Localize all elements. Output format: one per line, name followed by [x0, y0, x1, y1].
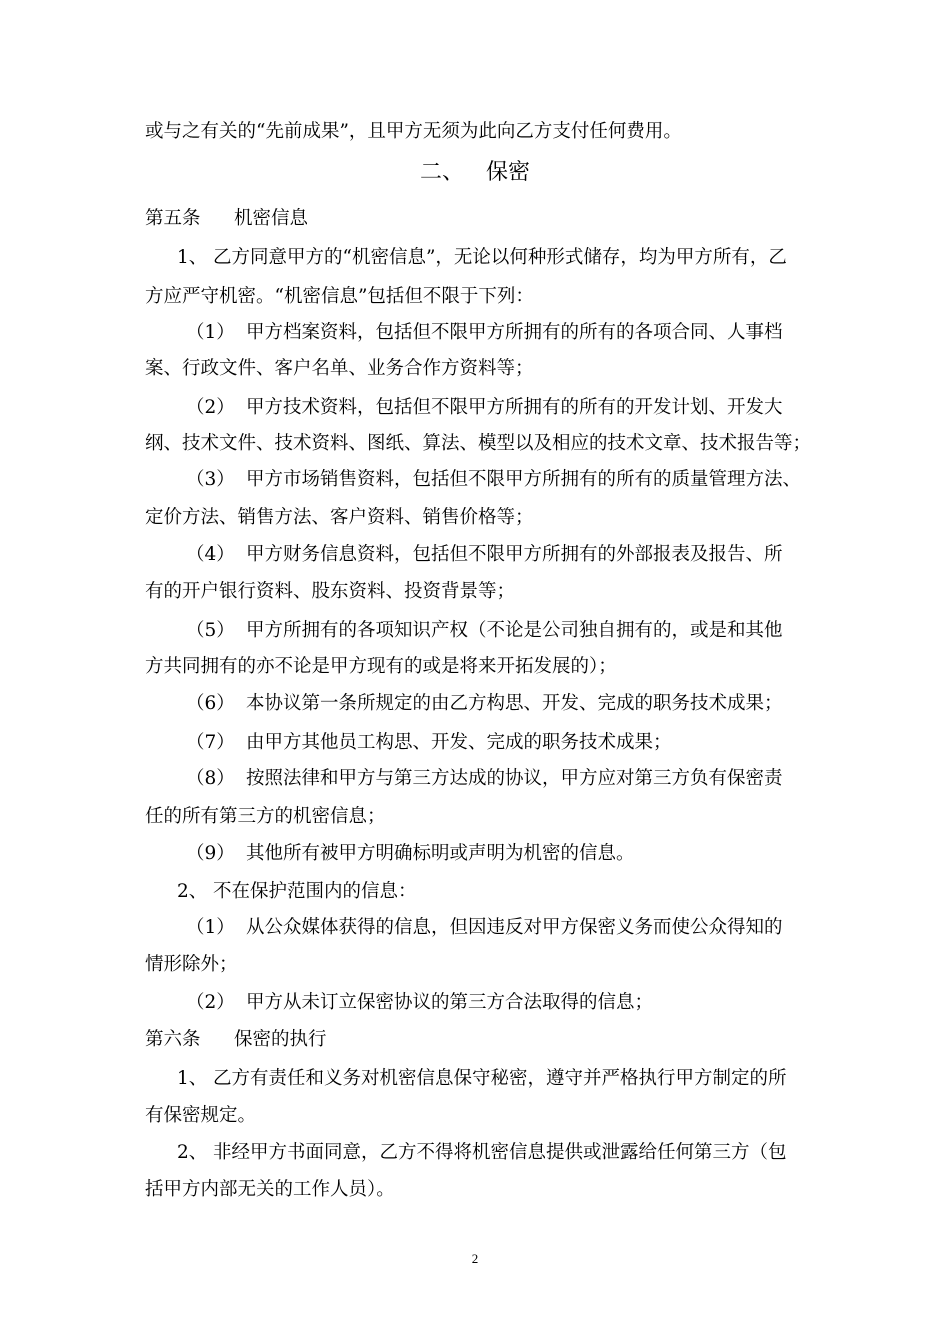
item-2 [186, 395, 783, 421]
item-number: （8） [186, 768, 235, 789]
text-line: 乙方同意甲方的“机密信息”，无论以何种形式储存，均为甲方所有，乙 [213, 247, 787, 268]
text-line: 方共同拥有的亦不论是甲方现有的或是将来开拓发展的）； [145, 656, 617, 677]
section-heading [0, 158, 950, 188]
clause-number: 2、 [177, 1142, 208, 1163]
item-number: （9） [186, 843, 235, 864]
text-line: 按照法律和甲方与第三方达成的协议，甲方应对第三方负有保密责 [246, 768, 783, 789]
item-4 [186, 542, 783, 568]
item-5 [186, 618, 783, 644]
item-number: （4） [186, 544, 235, 565]
item-number: （1） [186, 322, 235, 343]
text-line: 本协议第一条所规定的由乙方构思、开发、完成的职务技术成果； [246, 693, 783, 714]
clause-2 [177, 879, 417, 905]
text-line: 乙方有责任和义务对机密信息保守秘密，遵守并严格执行甲方制定的所 [213, 1068, 787, 1089]
item-1-cont [145, 356, 534, 382]
clause-number: 1、 [177, 1068, 208, 1089]
text-line: 纲、技术文件、技术资料、图纸、算法、模型以及相应的技术文章、技术报告等； [145, 433, 812, 454]
text-line: 由甲方其他员工构思、开发、完成的职务技术成果； [246, 732, 672, 753]
text-line: 情形除外； [145, 954, 238, 975]
text-line: 甲方财务信息资料，包括但不限甲方所拥有的外部报表及报告、所 [246, 544, 783, 565]
text-line: 任的所有第三方的机密信息； [145, 806, 386, 827]
item-number: （3） [186, 469, 235, 490]
item-8-cont [145, 804, 386, 830]
text-line: 非经甲方书面同意，乙方不得将机密信息提供或泄露给任何第三方（包 [213, 1142, 787, 1163]
article-title: 机密信息 [234, 208, 309, 229]
clause-1-cont [145, 284, 534, 310]
item-number: （5） [186, 620, 235, 641]
section-title: 保密 [486, 160, 531, 185]
item-3 [186, 467, 801, 493]
item-2-cont [145, 431, 811, 457]
text-line: 甲方所拥有的各项知识产权（不论是公司独自拥有的，或是和其他 [246, 620, 783, 641]
text-line: 括甲方内部无关的工作人员）。 [145, 1179, 395, 1200]
text-line: 或与之有关的“先前成果”，且甲方无须为此向乙方支付任何费用。 [145, 121, 682, 142]
item-3-cont [145, 505, 534, 531]
exec-clause-1-cont [145, 1103, 256, 1129]
excluded-item-2 [186, 990, 653, 1016]
article-title: 保密的执行 [234, 1029, 327, 1050]
text-line: 定价方法、销售方法、客户资料、销售价格等； [145, 507, 534, 528]
item-number: （2） [186, 992, 235, 1013]
exec-clause-2-cont [145, 1177, 395, 1203]
text-line: 甲方市场销售资料，包括但不限甲方所拥有的所有的质量管理方法、 [246, 469, 802, 490]
item-5-cont [145, 654, 617, 680]
text-line: 甲方技术资料，包括但不限甲方所拥有的所有的开发计划、开发大 [246, 397, 783, 418]
text-line: 从公众媒体获得的信息，但因违反对甲方保密义务而使公众得知的 [246, 917, 783, 938]
exec-clause-2 [177, 1140, 787, 1166]
text-line: 案、行政文件、客户名单、业务合作方资料等； [145, 358, 534, 379]
article-heading-6 [145, 1027, 327, 1053]
text-line: 其他所有被甲方明确标明或声明为机密的信息。 [246, 843, 635, 864]
text-line: 有保密规定。 [145, 1105, 257, 1126]
item-number: （6） [186, 693, 235, 714]
paragraph-continuation [145, 119, 682, 145]
item-9 [186, 841, 635, 867]
item-4-cont [145, 579, 515, 605]
text-line: 有的开户银行资料、股东资料、投资背景等； [145, 581, 516, 602]
item-number: （1） [186, 917, 235, 938]
item-6 [186, 691, 783, 717]
text-line: 甲方档案资料，包括但不限甲方所拥有的所有的各项合同、人事档 [246, 322, 783, 343]
article-label: 第六条 [145, 1029, 201, 1050]
text-line: 不在保护范围内的信息： [213, 881, 417, 902]
article-heading-5 [145, 206, 308, 232]
excluded-item-1 [186, 915, 783, 941]
excluded-item-1-cont [145, 952, 238, 978]
item-8 [186, 766, 783, 792]
page-number: 2 [471, 1251, 479, 1266]
item-7 [186, 730, 672, 756]
item-number: （2） [186, 397, 235, 418]
clause-1 [177, 245, 787, 271]
section-number: 二、 [419, 160, 464, 185]
exec-clause-1 [177, 1066, 787, 1092]
text-line: 甲方从未订立保密协议的第三方合法取得的信息； [246, 992, 654, 1013]
item-1 [186, 320, 783, 346]
clause-number: 1、 [177, 247, 208, 268]
item-number: （7） [186, 732, 235, 753]
clause-number: 2、 [177, 881, 208, 902]
text-line: 方应严守机密。“机密信息”包括但不限于下列： [145, 286, 534, 307]
article-label: 第五条 [145, 208, 201, 229]
